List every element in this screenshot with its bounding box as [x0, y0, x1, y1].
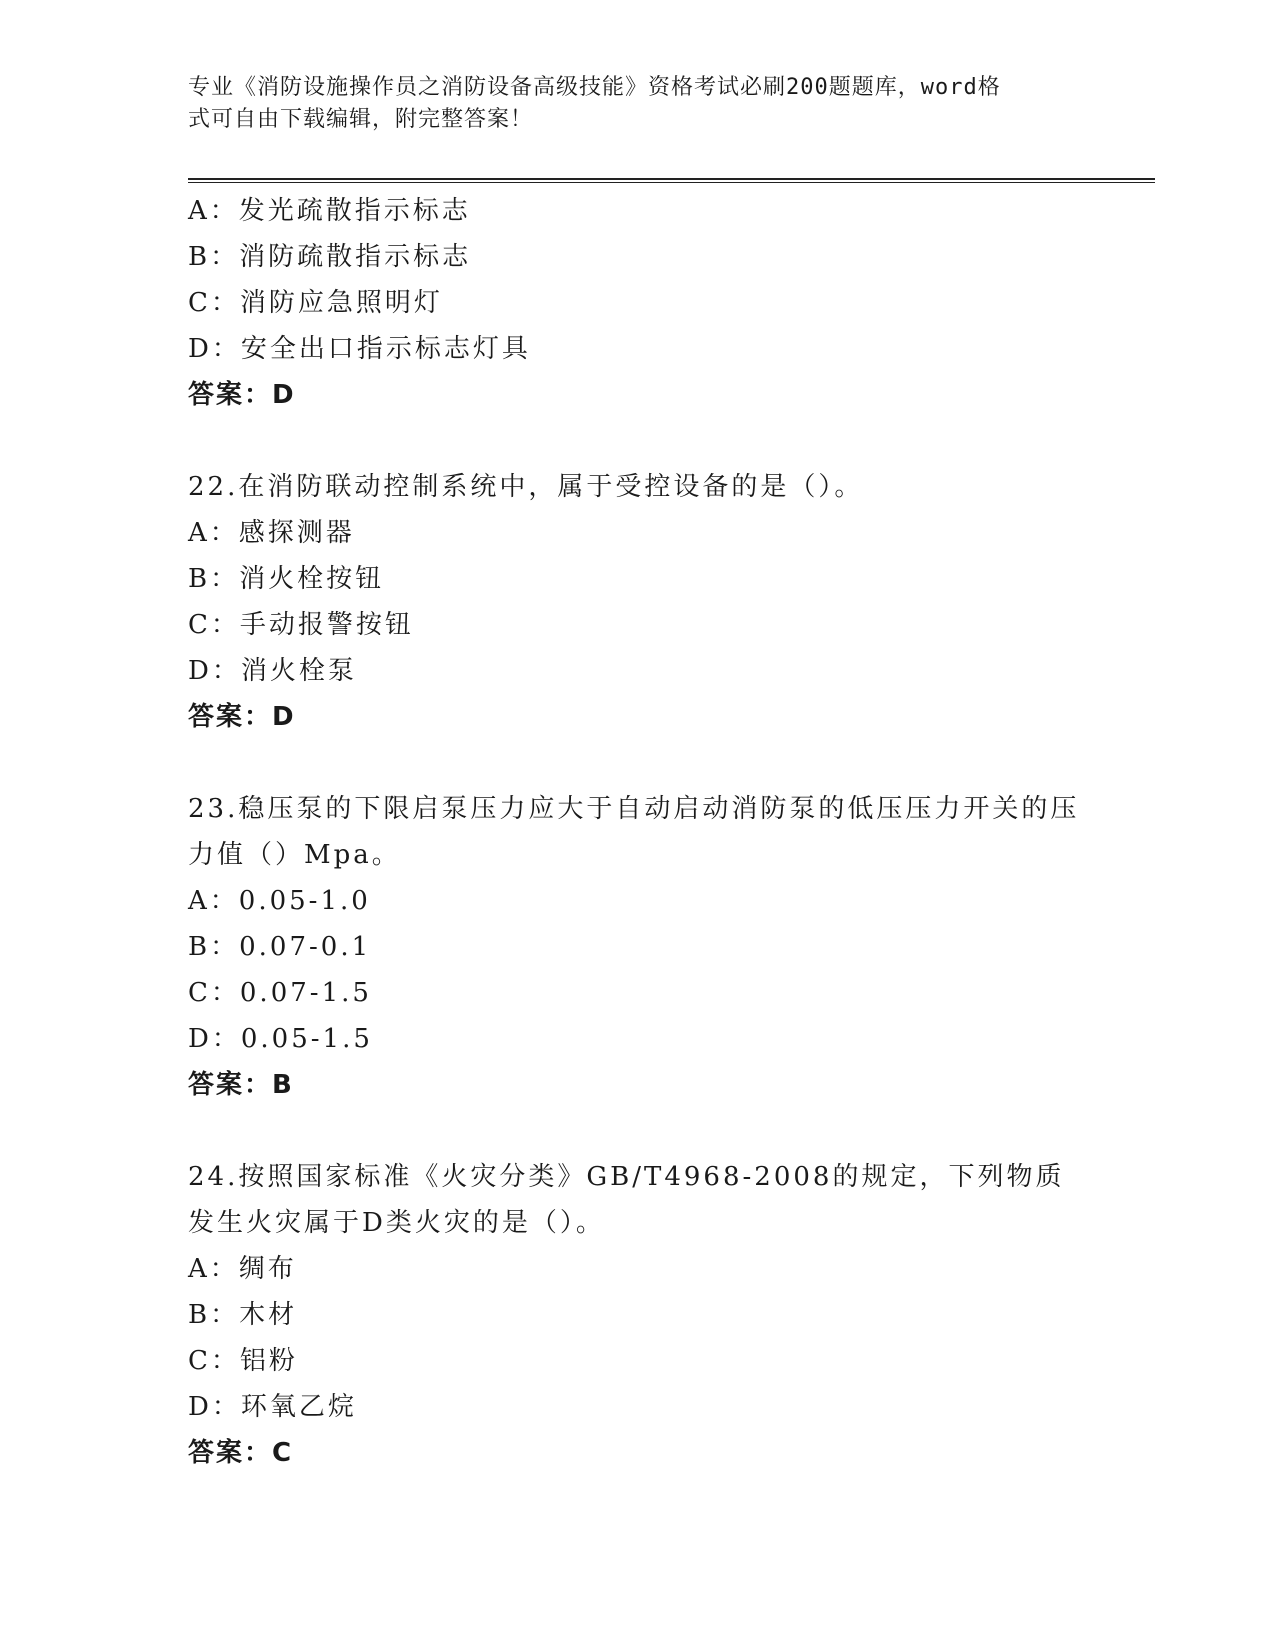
document-header	[188, 72, 1088, 136]
question-21-partial	[188, 188, 1148, 418]
option-a: A：发光疏散指示标志	[188, 196, 471, 226]
option-b: B：消火栓按钮	[188, 564, 385, 594]
option-a: A：0.05-1.0	[188, 886, 371, 916]
option-b: B：消防疏散指示标志	[188, 242, 472, 272]
option-d: D：环氧乙烷	[188, 1392, 357, 1422]
option-d: D：0.05-1.5	[188, 1024, 373, 1054]
header-divider	[188, 178, 1155, 183]
question-22	[188, 464, 1148, 740]
option-b: B：木材	[188, 1300, 298, 1330]
question-24	[188, 1154, 1148, 1476]
option-c: C：消防应急照明灯	[188, 288, 443, 318]
option-a: A：感探测器	[188, 518, 355, 548]
question-text: 24.按照国家标准《火灾分类》GB/T4968-2008的规定，下列物质发生火灾属于D类火灾的是（）。	[188, 1162, 1065, 1238]
option-c: C：0.07-1.5	[188, 978, 372, 1008]
header-line-2: 式可自由下载编辑，附完整答案！	[188, 107, 534, 132]
option-b: B：0.07-0.1	[188, 932, 372, 962]
answer: 答案：B	[188, 1070, 294, 1100]
question-23	[188, 786, 1148, 1108]
option-d: D：安全出口指示标志灯具	[188, 334, 531, 364]
option-d: D：消火栓泵	[188, 656, 357, 686]
header-line-1: 专业《消防设施操作员之消防设备高级技能》资格考试必刷200题题库，word格	[188, 75, 1001, 100]
question-text: 22.在消防联动控制系统中，属于受控设备的是（）。	[188, 472, 864, 502]
option-a: A：绸布	[188, 1254, 297, 1284]
answer: 答案：D	[188, 380, 296, 410]
option-c: C：手动报警按钮	[188, 610, 414, 640]
answer: 答案：C	[188, 1438, 294, 1468]
answer: 答案：D	[188, 702, 296, 732]
question-text: 23.稳压泵的下限启泵压力应大于自动启动消防泵的低压压力开关的压力值（）Mpa。	[188, 794, 1080, 870]
option-c: C：铝粉	[188, 1346, 298, 1376]
question-list	[188, 188, 1148, 1522]
